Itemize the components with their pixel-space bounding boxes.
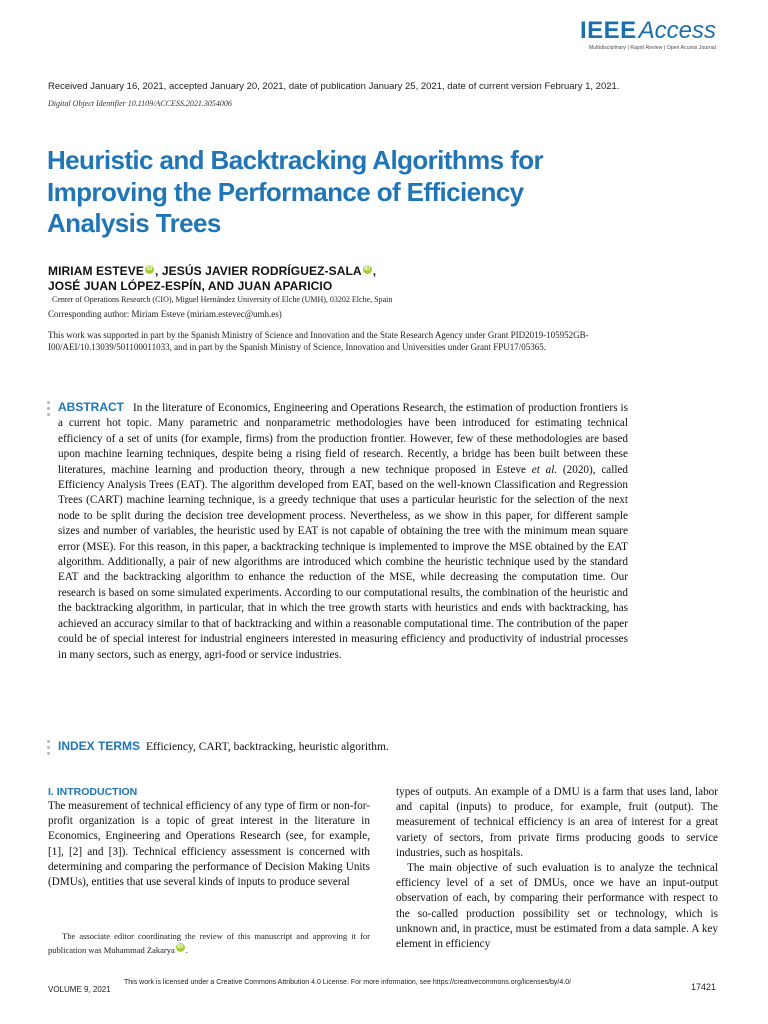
author-separator: , [372, 264, 377, 278]
abstract-text-2: (2020), called Efficiency Analysis Trees (EAT). The algorithm developed from EAT, based on the well-known Classification and Regression Trees (CART) machine learning technique, is a greedy technique that uses a particular heuristic for the selection of the next node to be split during the decision tree development process. Nevertheless, as we show in this paper, for different sample sizes and number of variables, the heuristic used by EAT is not capable of obtaining the tree with the minimum mean square error (MSE). For this reason, in this paper, a backtracking technique is implemented to improve the MSE obtained by the EAT algorithm. Additionally, a pair of new algorithms are introduced which combine the heuristic technique used by the standard EAT and the backtracking algorithm to enhance the reduction of the MSE, while decreasing the computation time. Our research is based on some simulated experiments. According to our computational results, the combination of the heuristic and the backtracking algorithm, in particular, that in which the tree growth starts with heuristics and ends with backtracking, has achieved an accuracy similar to that of backtracking and within a reasonable computational time. The contribution of the paper could be of special interest for industrial engineers interested in measuring efficiency and productivity of industrial processes in many sectors, such as energy, agri-food or service industries. [58, 463, 629, 661]
orcid-icon[interactable]: iD [364, 266, 371, 272]
journal-logo [580, 18, 716, 51]
logo-wordmark [580, 18, 716, 44]
logo-product: Access [638, 17, 716, 44]
logo-tagline: Multidisciplinary | Rapid Review | Open Access Journal [589, 45, 716, 51]
license-notice[interactable]: This work is licensed under a Creative Commons Attribution 4.0 License. For more information, see https://creativecommons.org/licenses/by/4.0/ [124, 979, 572, 986]
page-number: 17421 [690, 982, 716, 992]
corresponding-author: Corresponding author: Miriam Esteve (miriam.estevec@umh.es) [48, 309, 282, 319]
footnote-period: . [185, 945, 188, 955]
orcid-icon[interactable]: iD [146, 266, 153, 272]
intro-paragraph-1-cont: types of outputs. An example of a DMU is a farm that uses land, labor and capital (inputs) to produce, for example, fruit (output). The measurement of technical efficiency is an area of interest for a great variety of sectors, from private firms producing goods to service industries, such as hospitals. [396, 786, 718, 859]
section-heading: I. INTRODUCTION [48, 786, 138, 798]
abstract-marker-icon [47, 401, 51, 419]
abstract-label: ABSTRACT [58, 400, 124, 414]
received-dates: Received January 16, 2021, accepted January 20, 2021, date of publication January 25, 2021, date of current version February 1, 2021. [48, 81, 620, 92]
author-list [48, 264, 648, 294]
editor-footnote [48, 929, 370, 957]
orcid-icon[interactable]: iD [177, 944, 184, 950]
affiliation: Center of Operations Research (CIO), Miguel Hernández University of Elche (UMH), 03202 Elche, Spain [52, 295, 393, 304]
column-right [396, 785, 718, 952]
column-left [48, 785, 370, 890]
abstract-etal: et al. [531, 463, 558, 476]
index-terms-text: Efficiency, CART, backtracking, heuristic algorithm. [146, 741, 389, 753]
intro-paragraph-1: The measurement of technical efficiency of any type of firm or non-for-profit organization is a topic of great interest in the literature in Economics, Engineering and Operations Research (see, for example, [1], [2] and [3]). Technical efficiency assessment is concerned with determining and comparing the performance of Decision Making Units (DMUs), entities that use several kinds of inputs to produce several [48, 800, 370, 889]
funding-statement: This work was supported in part by the Spanish Ministry of Science and Innovation and the State Research Agency under Grant PID2019-105952GB-I00/AEI/10.13039/501100011033, and in part by the Spanish Ministry of Science, Innovation and Universities under Grant FPU17/05365. [48, 330, 589, 352]
author-1: MIRIAM ESTEVE [48, 264, 144, 278]
author-line-2: JOSÉ JUAN LÓPEZ-ESPÍN, AND JUAN APARICIO [48, 279, 333, 293]
abstract [58, 400, 628, 663]
index-terms [58, 739, 389, 753]
index-terms-label: INDEX TERMS [58, 739, 141, 753]
abstract-text-1: In the literature of Economics, Engineering and Operations Research, the estimation of production frontiers is a current hot topic. Many parametric and nonparametric methodologies have been introduced for estimating technical efficiency of a set of units (for example, firms) from the production frontier. However, few of these methodologies are based upon machine learning techniques, despite being a rising field of research. Recently, a bridge has been built between these literatures, machine learning and production theory, through a new technique proposed in Esteve [58, 402, 628, 476]
footnote-text: The associate editor coordinating the review of this manuscript and approving it for publication was Muhammad Zakarya [48, 931, 370, 955]
intro-paragraph-2: The main objective of such evaluation is to analyze the technical efficiency level of a set of DMUs, once we have an input-output observation of each, by comparing their performance with respect to the so-called production possibility set or technology, which is unknown and, in practice, must be estimated from a data sample. A key element in efficiency [396, 862, 718, 951]
paper-title: Heuristic and Backtracking Algorithms for Improving the Performance of Efficiency Analysis Trees [47, 145, 543, 238]
logo-brand: IEEE [579, 17, 637, 44]
index-terms-marker-icon [47, 740, 51, 758]
author-2: , JESÚS JAVIER RODRÍGUEZ-SALA [154, 264, 362, 278]
doi[interactable]: Digital Object Identifier 10.1109/ACCESS.2021.3054006 [48, 99, 232, 108]
volume: VOLUME 9, 2021 [48, 985, 111, 994]
